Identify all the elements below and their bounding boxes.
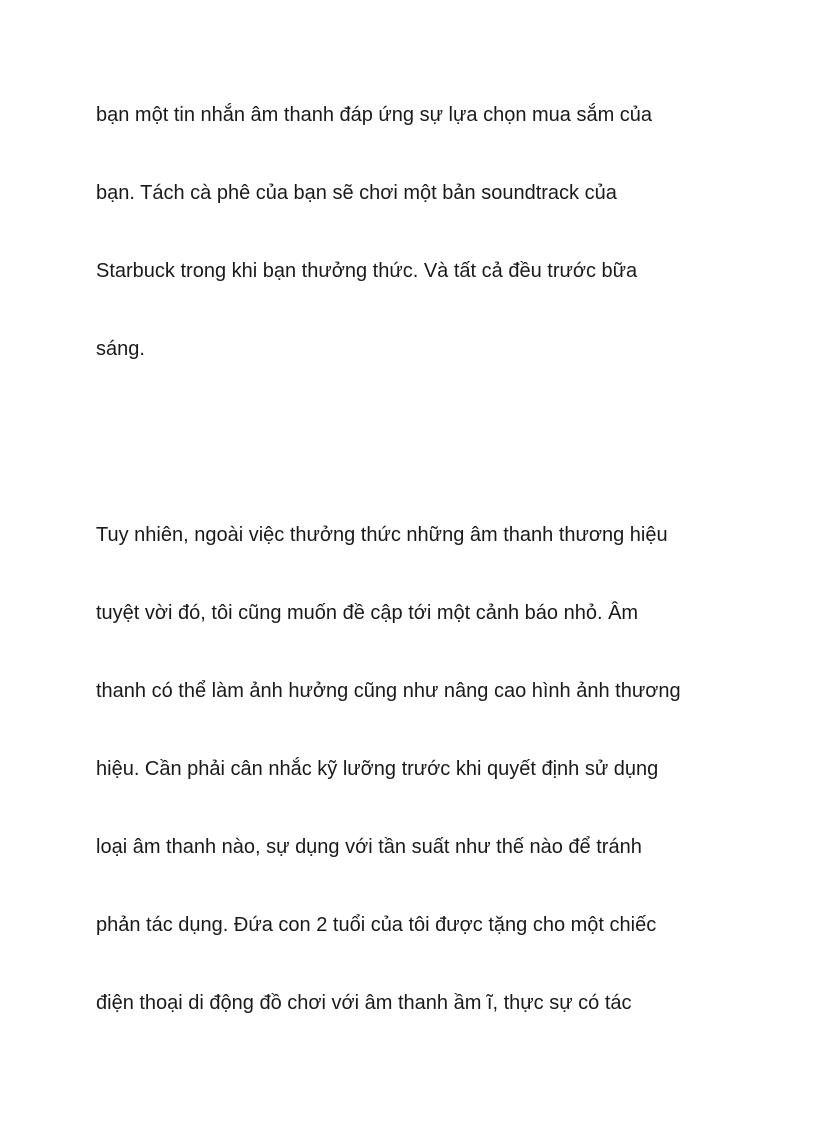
text-line: bạn một tin nhắn âm thanh đáp ứng sự lựa chọn mua sắm của — [96, 104, 653, 126]
text-line: Tuy nhiên, ngoài việc thưởng thức những âm thanh thương hiệu — [96, 524, 668, 546]
text-line: loại âm thanh nào, sự dụng với tần suất như thế nào để tránh — [96, 836, 642, 858]
text-line: phản tác dụng. Đứa con 2 tuổi của tôi được tặng cho một chiếc — [96, 914, 657, 936]
text-line: Starbuck trong khi bạn thưởng thức. Và tất cả đều trước bữa — [96, 260, 638, 282]
text-line: thanh có thể làm ảnh hưởng cũng như nâng cao hình ảnh thương — [96, 680, 681, 702]
text-line: hiệu. Cần phải cân nhắc kỹ lưỡng trước khi quyết định sử dụng — [96, 758, 659, 780]
text-line: sáng. — [96, 338, 145, 360]
text-line: bạn. Tách cà phê của bạn sẽ chơi một bản soundtrack của — [96, 182, 617, 204]
text-line: điện thoại di động đồ chơi với âm thanh ầm ĩ, thực sự có tác — [96, 992, 632, 1014]
text-line: tuyệt vời đó, tôi cũng muốn đề cập tới một cảnh báo nhỏ. Âm — [96, 602, 639, 624]
